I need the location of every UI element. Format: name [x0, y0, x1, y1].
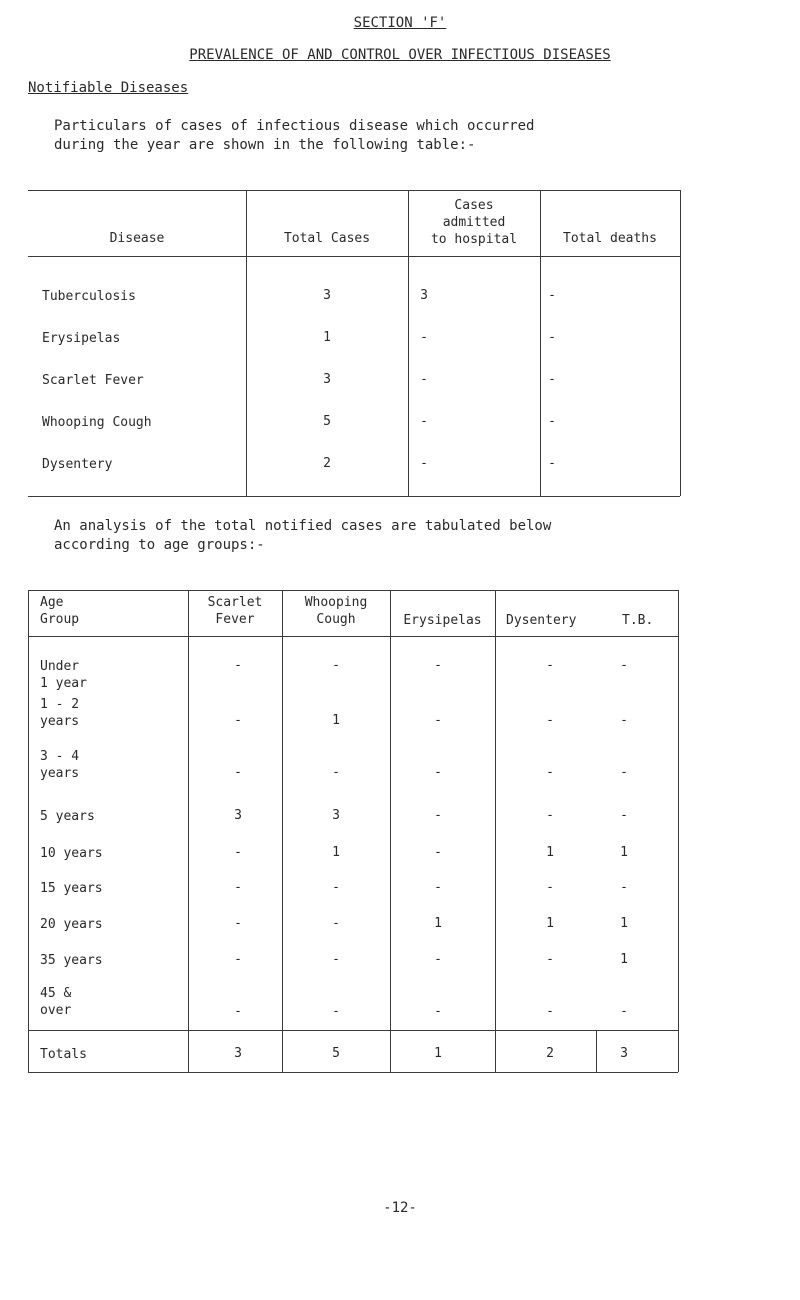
total-cases-value: 5 [323, 414, 331, 429]
total-cases-value: 2 [323, 456, 331, 471]
disease-name: Erysipelas [42, 331, 121, 346]
dysentery-value: - [546, 952, 554, 967]
erysipelas-value: - [434, 880, 442, 895]
scarlet-fever-value: - [234, 845, 242, 860]
header-age-group: Group [40, 612, 80, 627]
disease-name: Tuberculosis [42, 289, 136, 304]
total-cases-value: 3 [323, 372, 331, 387]
admitted-value: - [420, 330, 428, 345]
deaths-value: - [548, 372, 556, 387]
whooping-cough-value: - [332, 880, 340, 895]
header-age-group: Age [40, 595, 64, 610]
scarlet-fever-value: - [234, 1004, 242, 1019]
header-admitted: to hospital [430, 232, 518, 247]
header-total-cases: Total Cases [283, 231, 371, 246]
header-whooping-cough: Whooping [304, 595, 368, 610]
tb-value: - [620, 713, 628, 728]
dysentery-value: 1 [546, 845, 554, 860]
age-label: Under [40, 659, 80, 674]
erysipelas-value: - [434, 845, 442, 860]
header-scarlet-fever: Scarlet [207, 595, 263, 610]
header-disease: Disease [109, 231, 165, 246]
tb-value: - [620, 1004, 628, 1019]
page-title: PREVALENCE OF AND CONTROL OVER INFECTIOUS DISEASES [189, 47, 611, 63]
scarlet-fever-value: - [234, 658, 242, 673]
scarlet-fever-value: - [234, 880, 242, 895]
admitted-value: - [420, 414, 428, 429]
whooping-cough-value: - [332, 1004, 340, 1019]
age-label: 20 years [40, 917, 103, 932]
erysipelas-value: - [434, 765, 442, 780]
header-tb: T.B. [622, 613, 654, 628]
totals-label: Totals [40, 1047, 87, 1062]
whooping-cough-value: - [332, 765, 340, 780]
tb-value: - [620, 658, 628, 673]
scarlet-fever-value: - [234, 713, 242, 728]
disease-name: Whooping Cough [42, 415, 152, 430]
total-cases-value: 3 [323, 288, 331, 303]
subheading: Notifiable Diseases [28, 80, 189, 96]
whooping-cough-value: - [332, 658, 340, 673]
erysipelas-value: - [434, 808, 442, 823]
dysentery-value: - [546, 713, 554, 728]
header-admitted: Cases [454, 198, 494, 213]
dysentery-value: - [546, 658, 554, 673]
age-label: 1 - 2 [40, 697, 80, 712]
dysentery-value: - [546, 765, 554, 780]
intro-line-2: during the year are shown in the following table:- [54, 137, 476, 153]
erysipelas-value: - [434, 658, 442, 673]
dysentery-value: - [546, 1004, 554, 1019]
erysipelas-total: 1 [434, 1046, 442, 1061]
age-label: 5 years [40, 809, 95, 824]
whooping-cough-value: - [332, 916, 340, 931]
age-label: 45 & [40, 986, 72, 1001]
tb-value: 1 [620, 952, 628, 967]
whooping-cough-value: 1 [332, 845, 340, 860]
dysentery-total: 2 [546, 1046, 554, 1061]
tb-total: 3 [620, 1046, 628, 1061]
tb-value: - [620, 880, 628, 895]
age-label: years [40, 714, 80, 729]
disease-name: Scarlet Fever [42, 373, 144, 388]
erysipelas-value: - [434, 1004, 442, 1019]
header-scarlet-fever: Fever [215, 612, 255, 627]
dysentery-value: - [546, 808, 554, 823]
age-label: 35 years [40, 953, 103, 968]
page-number: -12- [383, 1200, 417, 1216]
whooping-cough-total: 5 [332, 1046, 340, 1061]
total-cases-value: 1 [323, 330, 331, 345]
erysipelas-value: - [434, 952, 442, 967]
age-label: 15 years [40, 881, 103, 896]
age-label: 1 year [40, 676, 87, 691]
intro-line-1: Particulars of cases of infectious disease which occurred [54, 118, 535, 134]
age-label: over [40, 1003, 72, 1018]
header-whooping-cough: Cough [316, 612, 356, 627]
scarlet-fever-value: - [234, 916, 242, 931]
scarlet-fever-total: 3 [234, 1046, 242, 1061]
erysipelas-value: 1 [434, 916, 442, 931]
header-dysentery: Dysentery [506, 613, 577, 628]
deaths-value: - [548, 414, 556, 429]
dysentery-value: 1 [546, 916, 554, 931]
deaths-value: - [548, 330, 556, 345]
analysis-line-1: An analysis of the total notified cases are tabulated below [54, 518, 552, 534]
deaths-value: - [548, 456, 556, 471]
age-label: 10 years [40, 846, 103, 861]
admitted-value: - [420, 372, 428, 387]
header-admitted: admitted [442, 215, 506, 230]
scarlet-fever-value: - [234, 765, 242, 780]
whooping-cough-value: - [332, 952, 340, 967]
header-total-deaths: Total deaths [563, 231, 657, 246]
tb-value: - [620, 808, 628, 823]
admitted-value: 3 [420, 288, 428, 303]
dysentery-value: - [546, 880, 554, 895]
header-erysipelas: Erysipelas [403, 613, 482, 628]
tb-value: 1 [620, 916, 628, 931]
whooping-cough-value: 3 [332, 808, 340, 823]
disease-name: Dysentery [42, 457, 113, 472]
scarlet-fever-value: 3 [234, 808, 242, 823]
tb-value: 1 [620, 845, 628, 860]
deaths-value: - [548, 288, 556, 303]
analysis-line-2: according to age groups:- [54, 537, 265, 553]
age-label: years [40, 766, 80, 781]
admitted-value: - [420, 456, 428, 471]
section-heading: SECTION 'F' [353, 15, 447, 31]
whooping-cough-value: 1 [332, 713, 340, 728]
age-label: 3 - 4 [40, 749, 80, 764]
scarlet-fever-value: - [234, 952, 242, 967]
erysipelas-value: - [434, 713, 442, 728]
tb-value: - [620, 765, 628, 780]
